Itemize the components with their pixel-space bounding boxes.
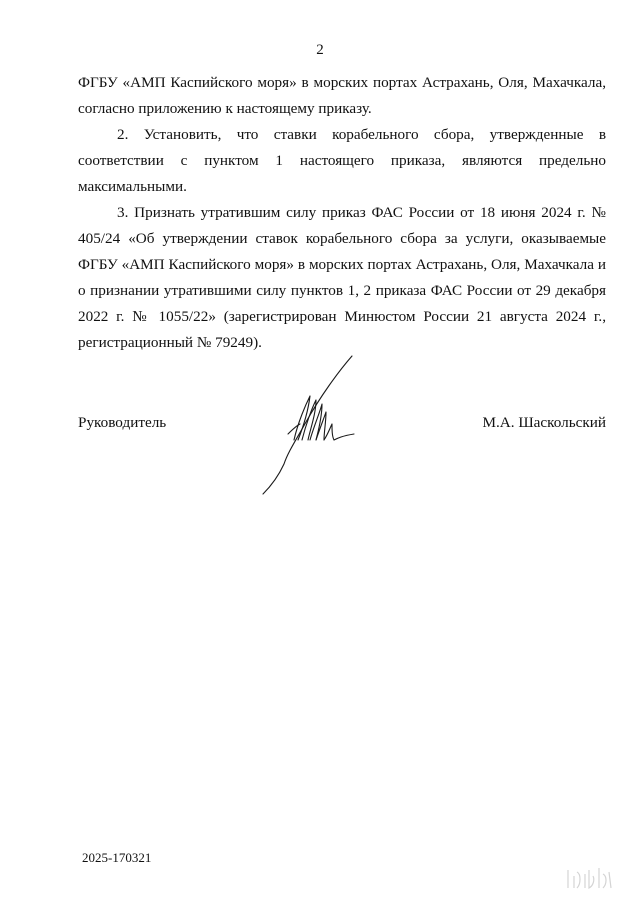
signer-name: М.А. Шаскольский bbox=[482, 414, 606, 431]
paragraph-item-2: 2. Установить, что ставки корабельного сбора, утвержденные в соответствии с пунктом 1 настоящего приказа, являются предельно максимальными. bbox=[78, 126, 606, 195]
faint-stamp-mark-icon bbox=[565, 862, 615, 892]
paragraph-continuation: ФГБУ «АМП Каспийского моря» в морских портах Астрахань, Оля, Махачкала, согласно приложению к настоящему приказу. bbox=[78, 74, 606, 117]
signer-role: Руководитель bbox=[78, 414, 167, 431]
page-number: 2 bbox=[316, 42, 324, 58]
registration-number: 2025-170321 bbox=[82, 850, 152, 865]
paragraph-item-3: 3. Признать утратившим силу приказ ФАС России от 18 июня 2024 г. № 405/24 «Об утверждении ставок корабельного сбора за услуги, оказываемые ФГБУ «АМП Каспийского моря» в морских портах Астрахань, Оля, Махачкала и о признании утратившими силу пунктов 1, 2 приказа ФАС России от 29 декабря 2022 г. № 1055/22» (зарегистрирован Минюстом России 21 августа 2024 г., регистрационный № 79249). bbox=[78, 204, 606, 351]
handwritten-signature-icon bbox=[258, 352, 368, 497]
document-body bbox=[78, 70, 606, 356]
